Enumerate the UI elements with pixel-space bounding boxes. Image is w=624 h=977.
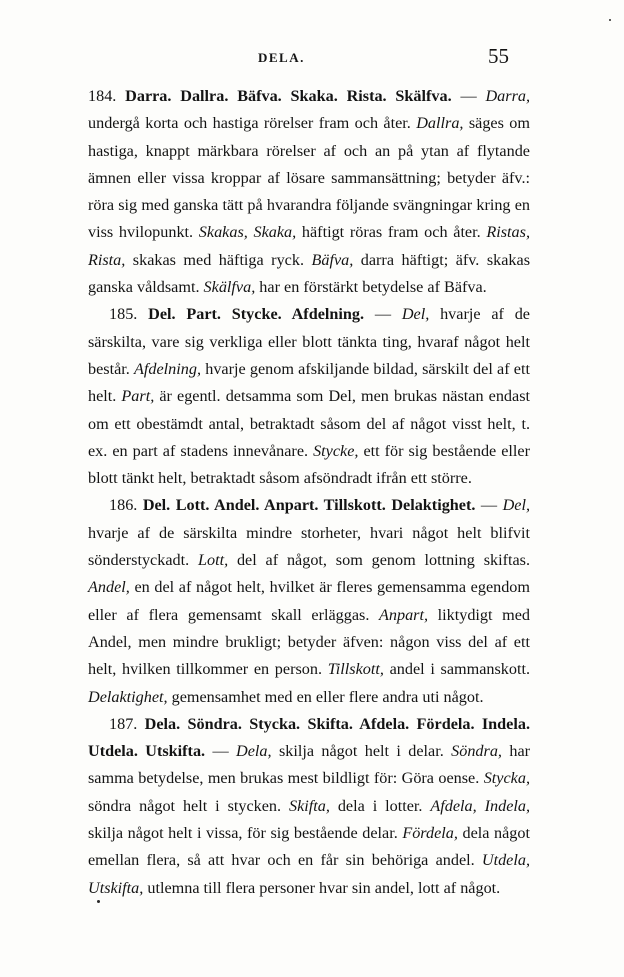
entry-number: 185. [109, 305, 138, 324]
entry-paragraph [88, 301, 530, 492]
definition-text: hvarje genom afskiljande bildad, särskilt del af ett helt. [88, 359, 530, 406]
definition-text: en del af något helt, hvilket är fleres gemensamma egendom eller af flera gemensamt skall erläggas. [88, 578, 530, 624]
defined-term: Del, [401, 305, 430, 324]
defined-term: Part, [121, 387, 155, 406]
definition-text: skilja något helt i delar. [271, 742, 452, 761]
definition-text: liktydigt med Andel, men mindre brukligt; betyder äfven: någon viss del af ett helt, hvilken tillkommer en person. [88, 605, 530, 679]
definition-text: är egentl. detsamma som Del, men brukas nästan endast om ett obestämdt antal, betraktadt såsom del af något visst helt, t. ex. en part af stadens innevånare. [88, 387, 530, 460]
defined-term: Dallra, [416, 114, 464, 133]
defined-term: Fördela, [402, 824, 458, 843]
definition-text: utlemna till flera personer hvar sin andel, lott af något. [143, 878, 501, 897]
running-head: DELA. [258, 50, 305, 65]
page-header [0, 44, 624, 74]
entry-headwords: Del. Lott. Andel. Anpart. Tillskott. Delaktighet. [142, 496, 476, 515]
entry-paragraph [88, 83, 530, 301]
defined-term: Afdelning, [134, 359, 202, 378]
definition-text: — [451, 87, 486, 105]
definition-text: har samma betydelse, men brukas mest bildligt för: Göra oense. [88, 742, 531, 788]
definition-text: hvarje af de särskilta, vare sig verkliga eller blott tänkta ting, hvaraf något helt består. [88, 305, 530, 378]
definition-text: — [205, 742, 237, 761]
defined-term: Delaktighet, [88, 687, 168, 706]
defined-term: Darra, [485, 87, 531, 105]
definition-text: säges om hastiga, knappt märkbara rörelser af och an på ytan af flytande ämnen eller vissa kroppar af lösare sammansättning; betyder äfv.: röra sig med ganska tätt på hvarandra följande svängningar kring en viss hvilopunkt. [88, 114, 530, 242]
entry-number: 186. [109, 496, 138, 515]
definition-text: skakas med häftiga ryck. [125, 250, 312, 269]
entry-headwords: Darra. Dallra. Bäfva. Skaka. Rista. Skälfva. [125, 87, 452, 105]
body-text [88, 83, 530, 902]
ink-speck [609, 19, 611, 21]
definition-text: dela i lotter. [329, 796, 431, 815]
page-number: 55 [488, 44, 509, 68]
definition-text: dela något emellan flera, så att hvar och en får sin behöriga andel. [88, 824, 530, 870]
entry-number: 187. [109, 714, 138, 733]
entry-headwords: Del. Part. Stycke. Afdelning. [148, 305, 365, 324]
defined-term: Stycka, [483, 769, 530, 788]
defined-term: Skälfva, [203, 278, 256, 297]
defined-term: Utdela, Utskifta, [88, 851, 530, 897]
definition-text: — [364, 305, 402, 324]
definition-text: hvarje af de särskilta mindre storheter, hvari något helt blifvit sönderstyckadt. [88, 523, 530, 570]
defined-term: Skifta, [289, 796, 330, 815]
definition-text: har en förstärkt betydelse af Bäfva. [255, 278, 487, 297]
entry-headwords: Dela. Söndra. Stycka. Skifta. Afdela. Fördela. Indela. Utdela. Utskifta. [88, 714, 531, 761]
defined-term: Dela, [236, 742, 272, 761]
defined-term: Söndra, [451, 742, 502, 761]
defined-term: Bäfva, [311, 250, 354, 269]
definition-text: gemensamhet med en eller flere andra uti något. [167, 687, 484, 706]
definition-text: söndra något helt i stycken. [88, 796, 289, 815]
definition-text: häftigt röras fram och åter. [296, 223, 487, 242]
definition-text: andel i sammanskott. [383, 660, 531, 679]
defined-term: Skakas, Skaka, [198, 223, 297, 242]
definition-text: darra häftigt; äfv. skakas ganska våldsamt. [88, 250, 530, 297]
entry-paragraph [88, 711, 530, 902]
defined-term: Ristas, Rista, [88, 223, 530, 269]
definition-text: skilja något helt i vissa, för sig bestående delar. [88, 824, 403, 843]
ink-speck [97, 900, 100, 903]
definition-text: del af något, som genom lottning skiftas. [228, 551, 530, 570]
defined-term: Afdela, Indela, [430, 796, 531, 815]
defined-term: Andel, [88, 578, 130, 597]
definition-text: ett för sig bestående eller blott tänkt helt, betraktadt såsom afsöndradt ifrån ett större. [88, 441, 530, 488]
entry-paragraph [88, 492, 530, 710]
defined-term: Stycke, [313, 441, 359, 460]
definition-text: — [475, 496, 503, 515]
definition-text: undergå korta och hastiga rörelser fram och åter. [88, 114, 417, 133]
defined-term: Lott, [197, 551, 229, 570]
defined-term: Tillskott, [327, 660, 384, 679]
entry-number: 184. [88, 87, 117, 105]
defined-term: Del, [502, 496, 530, 515]
defined-term: Anpart, [379, 605, 429, 624]
